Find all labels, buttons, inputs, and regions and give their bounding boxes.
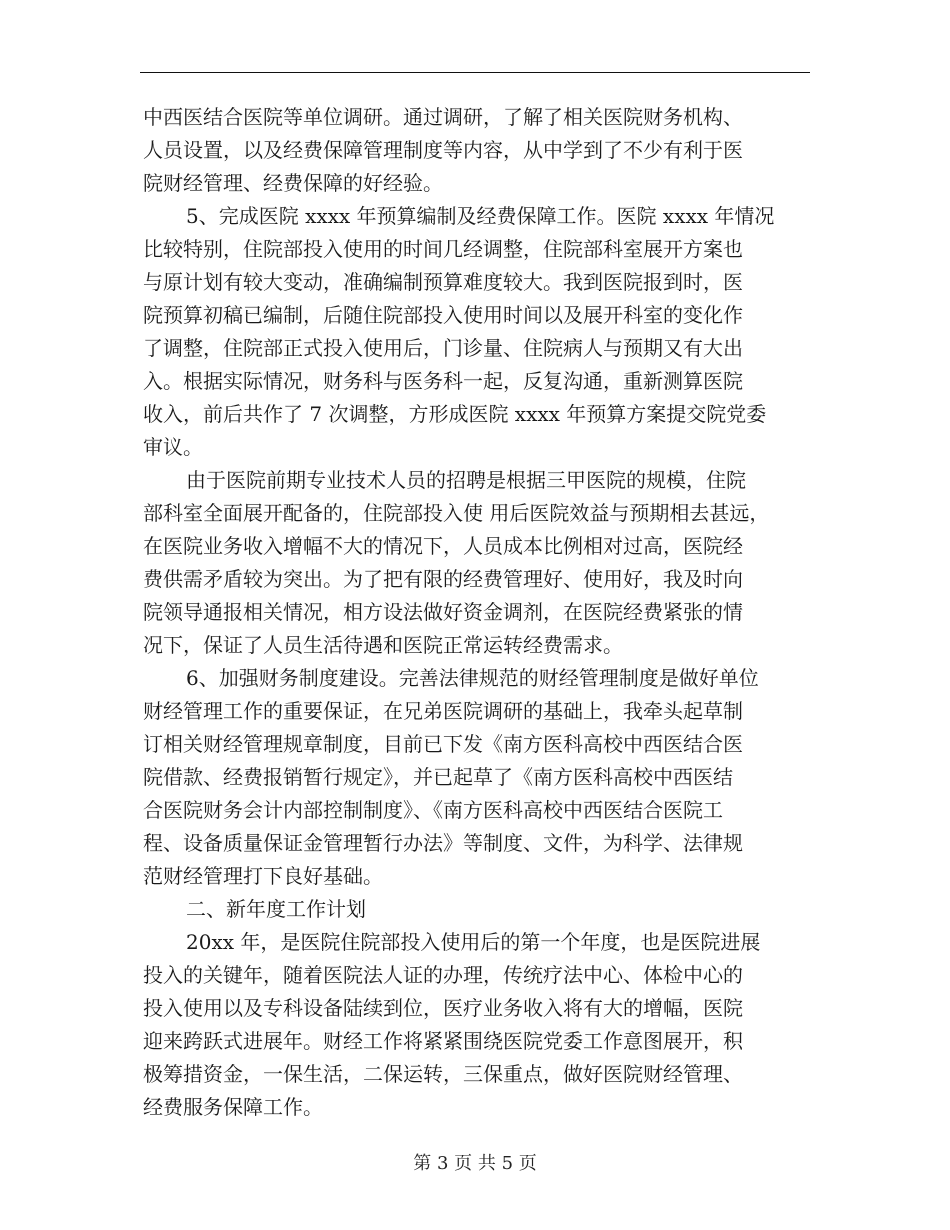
text-line: 院借款、经费报销暂行规定》，并已起草了《南方医科高校中西医结	[143, 765, 733, 789]
text-line: 收入，前后共作了 7 次调整，方形成医院 xxxx 年预算方案提交院党委	[143, 402, 767, 426]
text-line: 了调整，住院部正式投入使用后，门诊量、住院病人与预期又有大出	[143, 336, 743, 360]
page-body	[143, 101, 810, 1124]
paragraph-start-line: 由于医院前期专业技术人员的招聘是根据三甲医院的规模，住院	[186, 468, 746, 492]
text-line: 合医院财务会计内部控制制度》、《南方医科高校中西医结合医院工	[143, 798, 723, 822]
text-line: 况下，保证了人员生活待遇和医院正常运转经费需求。	[143, 633, 623, 657]
text-line: 程、设备质量保证金管理暂行办法》等制度、文件，为科学、法律规	[143, 831, 743, 855]
paragraph-start-line: 5、完成医院 xxxx 年预算编制及经费保障工作。医院 xxxx 年情况	[186, 204, 775, 228]
text-line: 部科室全面展开配备的，住院部投入使 用后医院效益与预期相去甚远，	[143, 501, 770, 525]
text-line: 入。根据实际情况，财务科与医务科一起，反复沟通，重新测算医院	[143, 369, 743, 393]
text-line: 比较特别，住院部投入使用的时间几经调整，住院部科室展开方案也	[143, 237, 743, 261]
text-line: 投入使用以及专科设备陆续到位，医疗业务收入将有大的增幅，医院	[143, 996, 743, 1020]
text-line: 迎来跨跃式进展年。财经工作将紧紧围绕医院党委工作意图展开，积	[143, 1029, 743, 1053]
text-line: 订相关财经管理规章制度，目前已下发《南方医科高校中西医结合医	[143, 732, 743, 756]
text-line: 经费服务保障工作。	[143, 1095, 323, 1119]
text-line: 院预算初稿已编制，后随住院部投入使用时间以及展开科室的变化作	[143, 303, 743, 327]
text-line: 人员设置，以及经费保障管理制度等内容，从中学到了不少有利于医	[143, 138, 743, 162]
text-line: 范财经管理打下良好基础。	[143, 864, 383, 888]
text-line: 费供需矛盾较为突出。为了把有限的经费管理好、使用好，我及时向	[143, 567, 743, 591]
text-line: 财经管理工作的重要保证，在兄弟医院调研的基础上，我牵头起草制	[143, 699, 743, 723]
paragraph-start-line: 20xx 年，是医院住院部投入使用后的第一个年度，也是医院进展	[186, 930, 761, 954]
text-line: 极筹措资金，一保生活，二保运转，三保重点，做好医院财经管理、	[143, 1062, 743, 1086]
text-line: 与原计划有较大变动，准确编制预算难度较大。我到医院报到时，医	[143, 270, 743, 294]
header-rule	[140, 72, 810, 73]
text-line: 投入的关键年，随着医院法人证的办理，传统疗法中心、体检中心的	[143, 963, 743, 987]
text-line: 院领导通报相关情况，相方设法做好资金调剂，在医院经费紧张的情	[143, 600, 743, 624]
page-number-footer: 第 3 页 共 5 页	[413, 1153, 537, 1174]
text-line: 审议。	[143, 435, 203, 459]
text-line: 在医院业务收入增幅不大的情况下，人员成本比例相对过高，医院经	[143, 534, 743, 558]
paragraph-start-line: 6、加强财务制度建设。完善法律规范的财经管理制度是做好单位	[186, 666, 759, 690]
text-line: 中西医结合医院等单位调研。通过调研，了解了相关医院财务机构、	[143, 105, 743, 129]
text-line: 院财经管理、经费保障的好经验。	[143, 171, 443, 195]
section-heading: 二、新年度工作计划	[186, 897, 366, 921]
